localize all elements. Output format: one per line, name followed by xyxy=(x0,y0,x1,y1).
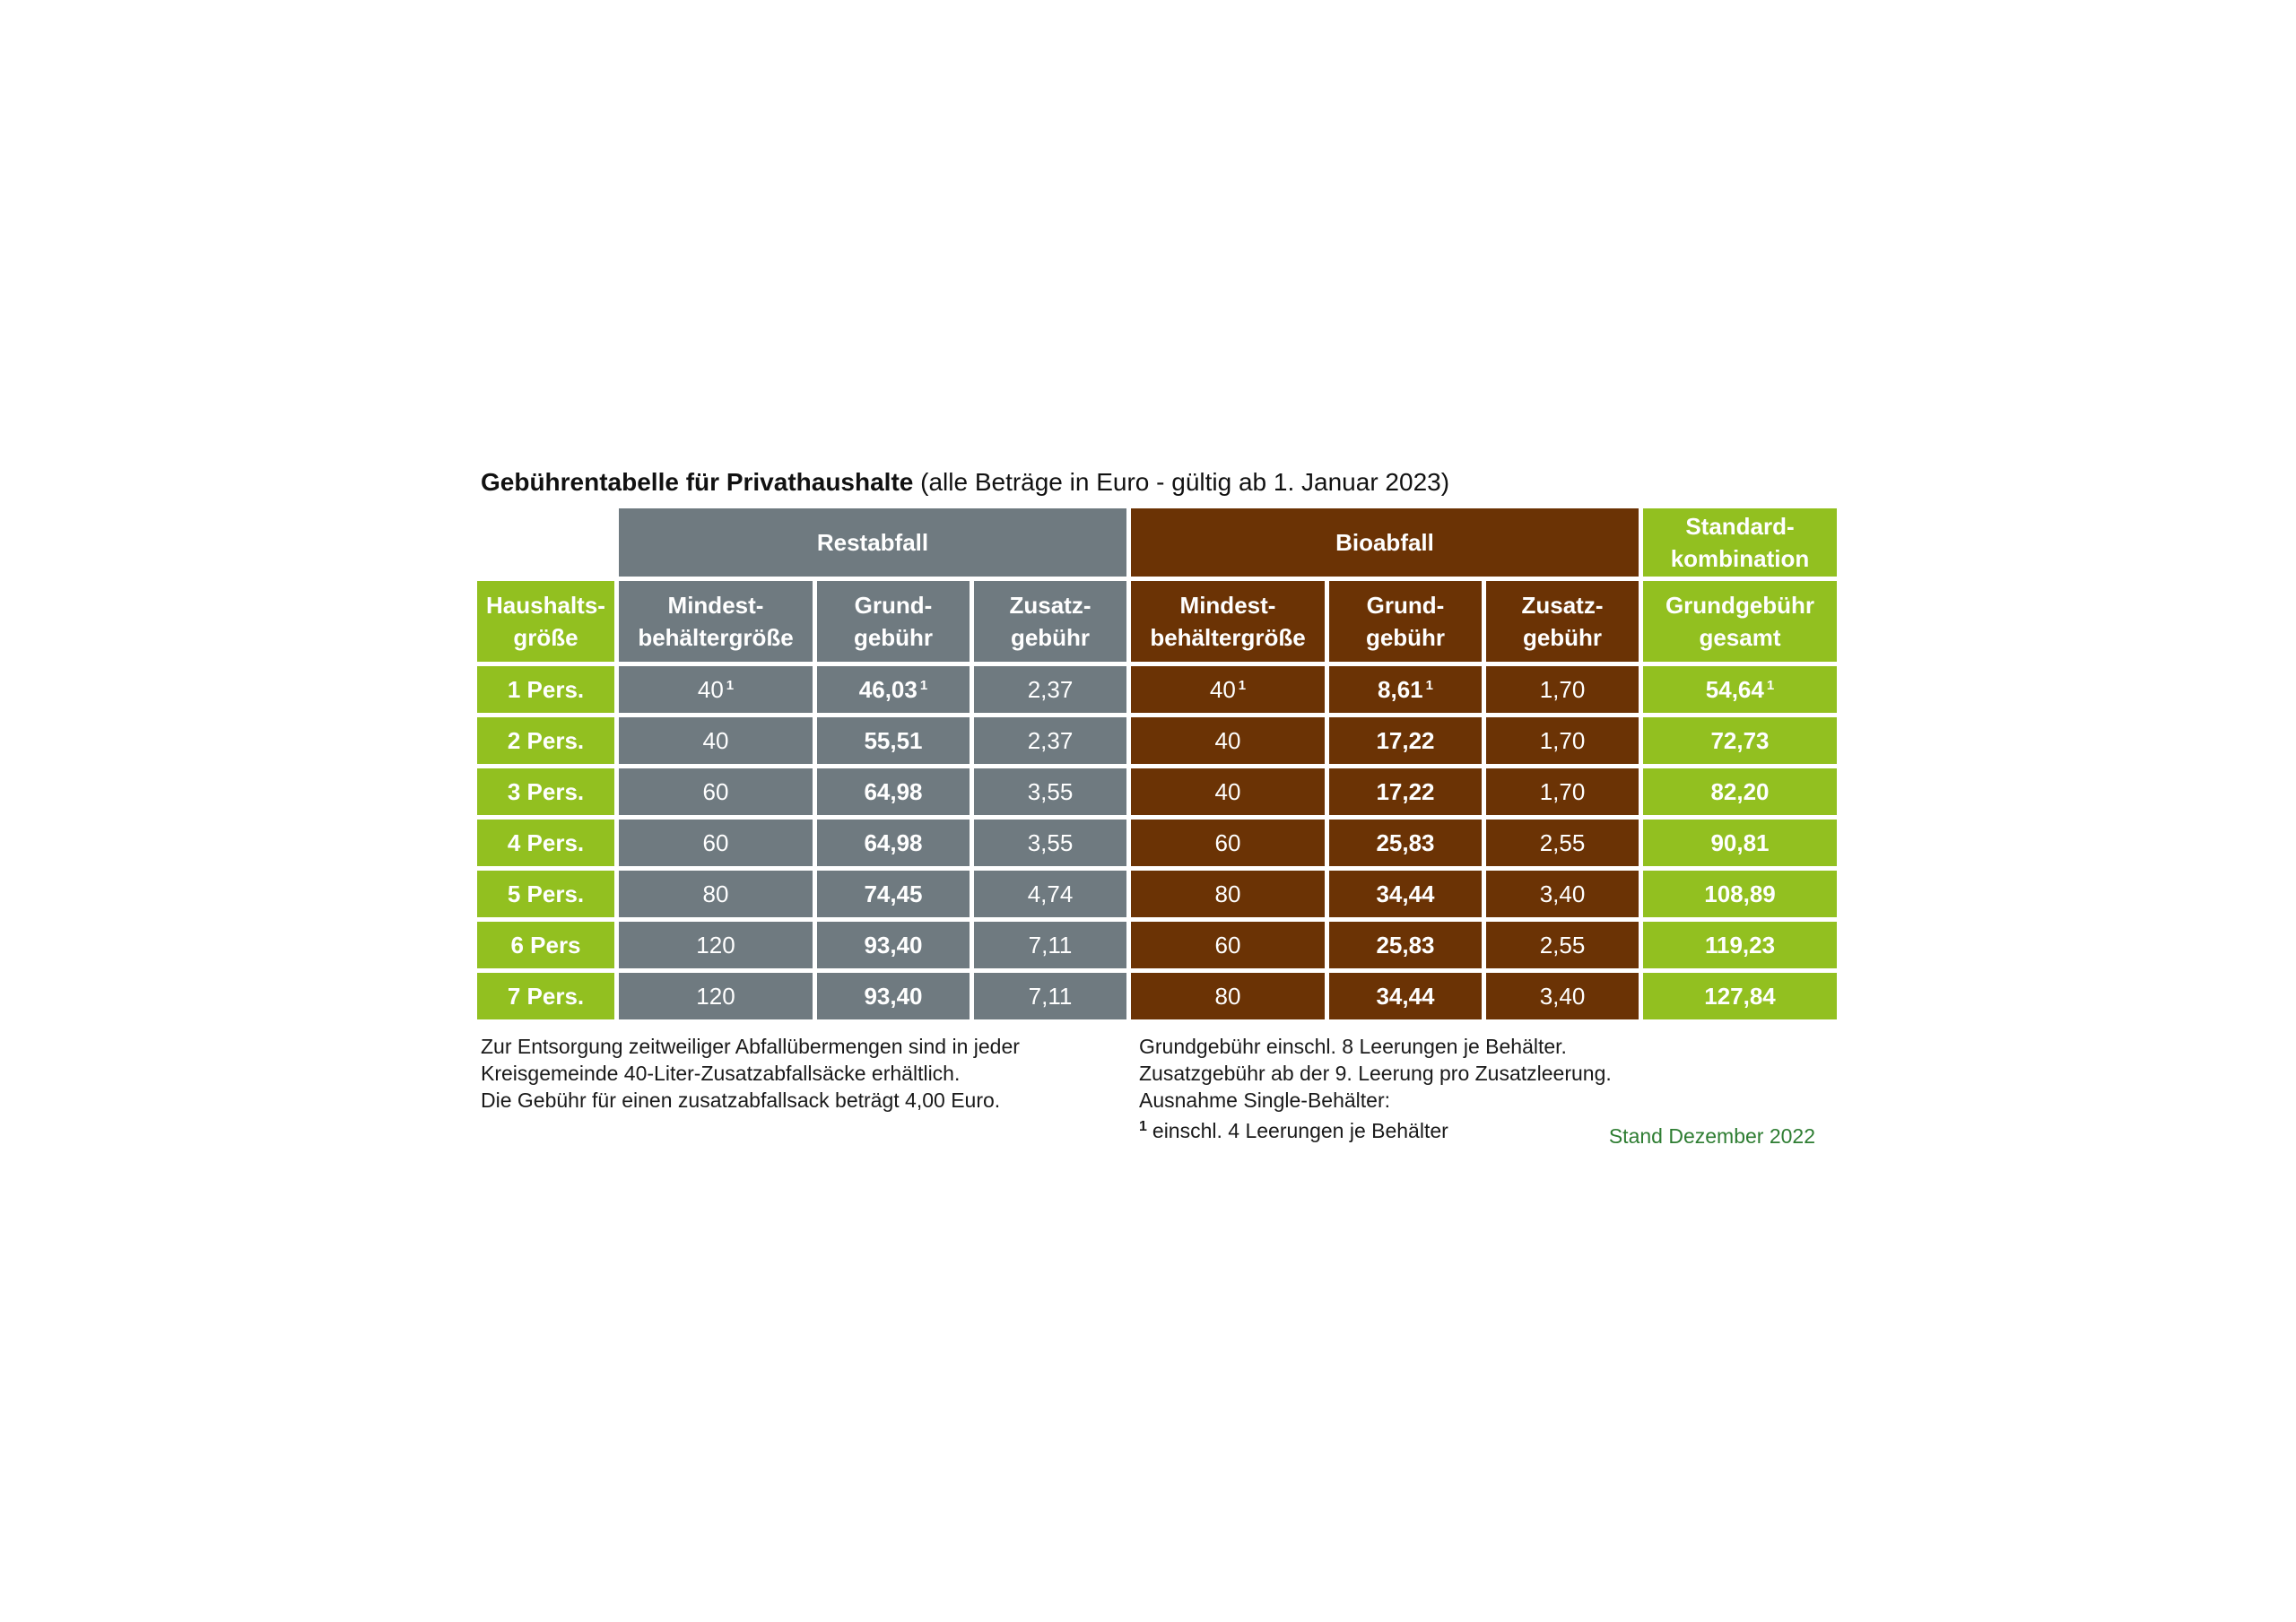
cell-rest-grund xyxy=(817,973,970,1019)
cell-bio-grund-value: 17,22 xyxy=(1376,777,1435,805)
cell-bio-mindest xyxy=(1131,973,1325,1019)
cell-rest-zusatz xyxy=(974,973,1126,1019)
cell-bio-mindest-value: 80 xyxy=(1214,880,1241,907)
cell-bio-zusatz xyxy=(1486,768,1639,815)
cell-bio-zusatz xyxy=(1486,717,1639,764)
title-bold: Gebührentabelle für Privathaushalte xyxy=(481,468,914,496)
col-rest-zusatz xyxy=(974,581,1126,662)
stand-date: Stand Dezember 2022 xyxy=(1608,1124,1815,1148)
col-bio-grund xyxy=(1329,581,1482,662)
footnote-marker: 1 xyxy=(1139,1119,1147,1134)
cell-bio-zusatz xyxy=(1486,871,1639,917)
cell-bio-grund xyxy=(1329,922,1482,968)
cell-bio-mindest-value: 40 xyxy=(1214,726,1241,754)
cell-bio-zusatz-value: 2,55 xyxy=(1539,931,1586,958)
col-gesamt-line2: gesamt xyxy=(1699,624,1781,651)
cell-rest-zusatz xyxy=(974,666,1126,713)
cell-rest-grund xyxy=(817,768,970,815)
table-row xyxy=(477,922,1837,968)
cell-bio-grund-value: 34,44 xyxy=(1376,880,1435,907)
column-header-row xyxy=(477,581,1837,662)
group-standardkombination xyxy=(1643,508,1837,577)
cell-bio-mindest xyxy=(1131,871,1325,917)
cell-rest-mindest-value: 60 xyxy=(702,828,729,856)
cell-grundgebuehr-gesamt xyxy=(1643,768,1837,815)
cell-rest-zusatz-value: 2,37 xyxy=(1027,726,1074,754)
cell-bio-mindest xyxy=(1131,768,1325,815)
col-rest-zusatz-line1: Zusatz- xyxy=(1009,592,1091,619)
cell-rest-mindest-value: 60 xyxy=(702,777,729,805)
table-row xyxy=(477,871,1837,917)
cell-rest-mindest xyxy=(619,871,813,917)
cell-grundgebuehr-gesamt xyxy=(1643,666,1837,713)
cell-rest-mindest xyxy=(619,666,813,713)
notes xyxy=(477,1033,1849,1158)
cell-rest-mindest-value: 40 xyxy=(697,675,724,703)
cell-rest-grund xyxy=(817,871,970,917)
cell-haushaltsgroesse-value: 2 Pers. xyxy=(507,726,585,754)
note-right-line2: Zusatzgebühr ab der 9. Leerung pro Zusatzleerung. xyxy=(1139,1062,1612,1085)
cell-bio-grund-value: 8,61 xyxy=(1378,675,1423,703)
footnote-marker: 1 xyxy=(726,677,735,693)
cell-bio-mindest-value: 40 xyxy=(1209,675,1236,703)
cell-bio-grund-value: 25,83 xyxy=(1376,931,1435,958)
cell-grundgebuehr-gesamt xyxy=(1643,820,1837,866)
col-rest-grund-line2: gebühr xyxy=(853,624,934,651)
cell-haushaltsgroesse-value: 3 Pers. xyxy=(507,777,585,805)
cell-bio-zusatz-value: 1,70 xyxy=(1539,726,1586,754)
cell-bio-mindest xyxy=(1131,666,1325,713)
cell-grundgebuehr-gesamt xyxy=(1643,922,1837,968)
page-title xyxy=(481,461,1849,504)
cell-rest-grund xyxy=(817,717,970,764)
footnote-marker: 1 xyxy=(919,677,928,693)
cell-grundgebuehr-gesamt-value: 119,23 xyxy=(1704,931,1776,958)
cell-rest-mindest-value: 40 xyxy=(702,726,729,754)
cell-bio-grund-value: 17,22 xyxy=(1376,726,1435,754)
cell-rest-mindest xyxy=(619,820,813,866)
table-row xyxy=(477,717,1837,764)
standard-line1: Standard- xyxy=(1685,513,1795,540)
cell-rest-zusatz xyxy=(974,820,1126,866)
cell-bio-grund-value: 34,44 xyxy=(1376,982,1435,1010)
cell-rest-zusatz-value: 7,11 xyxy=(1028,982,1073,1010)
col-bio-mindest-line2: behältergröße xyxy=(1150,624,1306,651)
cell-haushaltsgroesse-value: 7 Pers. xyxy=(507,982,585,1010)
group-header-row xyxy=(477,508,1837,577)
cell-rest-mindest xyxy=(619,973,813,1019)
col-haushalt-line2: größe xyxy=(513,624,578,651)
fee-table xyxy=(473,504,1841,1024)
cell-haushaltsgroesse xyxy=(477,666,614,713)
cell-rest-grund-value: 64,98 xyxy=(864,828,923,856)
cell-haushaltsgroesse-value: 4 Pers. xyxy=(507,828,585,856)
cell-rest-mindest xyxy=(619,922,813,968)
note-right-line1: Grundgebühr einschl. 8 Leerungen je Behälter. xyxy=(1139,1035,1567,1058)
cell-rest-zusatz xyxy=(974,768,1126,815)
col-rest-mindest xyxy=(619,581,813,662)
col-gesamt-line1: Grundgebühr xyxy=(1665,592,1815,619)
cell-bio-zusatz-value: 1,70 xyxy=(1539,777,1586,805)
cell-bio-mindest xyxy=(1131,820,1325,866)
cell-rest-grund xyxy=(817,666,970,713)
note-left-line2: Kreisgemeinde 40-Liter-Zusatzabfallsäcke erhältlich. xyxy=(481,1062,961,1085)
footnote-marker: 1 xyxy=(1425,677,1433,693)
cell-rest-grund-value: 64,98 xyxy=(864,777,923,805)
cell-rest-zusatz-value: 3,55 xyxy=(1027,777,1074,805)
cell-rest-grund-value: 55,51 xyxy=(864,726,923,754)
cell-rest-zusatz xyxy=(974,922,1126,968)
group-bioabfall: Bioabfall xyxy=(1131,508,1639,577)
table-row xyxy=(477,768,1837,815)
col-rest-mindest-line2: behältergröße xyxy=(638,624,794,651)
col-bio-grund-line2: gebühr xyxy=(1365,624,1446,651)
group-restabfall: Restabfall xyxy=(619,508,1126,577)
cell-rest-grund-value: 93,40 xyxy=(864,931,923,958)
col-bio-mindest-line1: Mindest- xyxy=(1179,592,1276,619)
cell-grundgebuehr-gesamt xyxy=(1643,871,1837,917)
cell-rest-mindest xyxy=(619,768,813,815)
cell-haushaltsgroesse-value: 1 Pers. xyxy=(507,675,585,703)
cell-rest-zusatz-value: 2,37 xyxy=(1027,675,1074,703)
cell-bio-grund xyxy=(1329,871,1482,917)
cell-haushaltsgroesse-value: 5 Pers. xyxy=(507,880,585,907)
cell-bio-grund xyxy=(1329,973,1482,1019)
cell-bio-zusatz-value: 2,55 xyxy=(1539,828,1586,856)
note-left-line1: Zur Entsorgung zeitweiliger Abfallübermengen sind in jeder xyxy=(481,1035,1020,1058)
cell-grundgebuehr-gesamt-value: 72,73 xyxy=(1710,726,1770,754)
cell-haushaltsgroesse xyxy=(477,768,614,815)
cell-rest-zusatz xyxy=(974,717,1126,764)
col-bio-grund-line1: Grund- xyxy=(1366,592,1445,619)
cell-rest-grund xyxy=(817,820,970,866)
cell-bio-mindest xyxy=(1131,717,1325,764)
cell-bio-grund-value: 25,83 xyxy=(1376,828,1435,856)
fee-document xyxy=(477,461,1849,1158)
cell-grundgebuehr-gesamt xyxy=(1643,717,1837,764)
cell-haushaltsgroesse-value: 6 Pers xyxy=(510,931,581,958)
footnote-marker: 1 xyxy=(1238,677,1247,693)
table-row xyxy=(477,820,1837,866)
cell-haushaltsgroesse xyxy=(477,973,614,1019)
table-row xyxy=(477,666,1837,713)
cell-rest-mindest-value: 120 xyxy=(696,931,735,958)
col-bio-zusatz xyxy=(1486,581,1639,662)
col-bio-mindest xyxy=(1131,581,1325,662)
col-rest-zusatz-line2: gebühr xyxy=(1010,624,1091,651)
cell-bio-grund xyxy=(1329,666,1482,713)
note-right-line3: Ausnahme Single-Behälter: xyxy=(1139,1089,1390,1112)
cell-bio-mindest-value: 40 xyxy=(1214,777,1241,805)
footnote-text: einschl. 4 Leerungen je Behälter xyxy=(1152,1119,1448,1142)
cell-haushaltsgroesse xyxy=(477,820,614,866)
col-bio-zusatz-line1: Zusatz- xyxy=(1521,592,1604,619)
col-rest-grund xyxy=(817,581,970,662)
cell-bio-zusatz xyxy=(1486,973,1639,1019)
cell-bio-zusatz xyxy=(1486,922,1639,968)
notes-left xyxy=(481,1033,1109,1114)
cell-rest-grund-value: 93,40 xyxy=(864,982,923,1010)
cell-grundgebuehr-gesamt-value: 90,81 xyxy=(1710,828,1770,856)
cell-grundgebuehr-gesamt-value: 54,64 xyxy=(1705,675,1764,703)
cell-rest-grund-value: 74,45 xyxy=(864,880,923,907)
cell-bio-mindest xyxy=(1131,922,1325,968)
note-left-line3: Die Gebühr für einen zusatzabfallsack beträgt 4,00 Euro. xyxy=(481,1089,1001,1112)
cell-rest-zusatz-value: 4,74 xyxy=(1027,880,1074,907)
cell-bio-mindest-value: 60 xyxy=(1214,931,1241,958)
cell-rest-zusatz-value: 3,55 xyxy=(1027,828,1074,856)
cell-rest-zusatz-value: 7,11 xyxy=(1028,931,1073,958)
cell-rest-grund xyxy=(817,922,970,968)
cell-grundgebuehr-gesamt-value: 127,84 xyxy=(1704,982,1776,1010)
cell-bio-grund xyxy=(1329,768,1482,815)
col-haushaltsgroesse xyxy=(477,581,614,662)
corner-cell xyxy=(477,508,614,577)
cell-haushaltsgroesse xyxy=(477,922,614,968)
cell-grundgebuehr-gesamt xyxy=(1643,973,1837,1019)
cell-bio-zusatz-value: 1,70 xyxy=(1539,675,1586,703)
cell-bio-grund xyxy=(1329,717,1482,764)
cell-bio-zusatz-value: 3,40 xyxy=(1539,982,1586,1010)
cell-rest-grund-value: 46,03 xyxy=(858,675,918,703)
cell-haushaltsgroesse xyxy=(477,871,614,917)
cell-rest-mindest xyxy=(619,717,813,764)
footnote-marker: 1 xyxy=(1766,677,1775,693)
col-rest-mindest-line1: Mindest- xyxy=(667,592,764,619)
cell-bio-mindest-value: 80 xyxy=(1214,982,1241,1010)
cell-rest-mindest-value: 120 xyxy=(696,982,735,1010)
cell-bio-zusatz xyxy=(1486,666,1639,713)
standard-line2: kombination xyxy=(1670,545,1810,572)
cell-bio-zusatz-value: 3,40 xyxy=(1539,880,1586,907)
cell-bio-mindest-value: 60 xyxy=(1214,828,1241,856)
col-rest-grund-line1: Grund- xyxy=(854,592,933,619)
cell-bio-zusatz xyxy=(1486,820,1639,866)
title-rest: (alle Beträge in Euro - gültig ab 1. Januar 2023) xyxy=(920,468,1450,496)
cell-bio-grund xyxy=(1329,820,1482,866)
cell-grundgebuehr-gesamt-value: 108,89 xyxy=(1704,880,1776,907)
cell-rest-zusatz xyxy=(974,871,1126,917)
col-grundgebuehr-gesamt xyxy=(1643,581,1837,662)
cell-haushaltsgroesse xyxy=(477,717,614,764)
col-haushalt-line1: Haushalts- xyxy=(486,592,605,619)
col-bio-zusatz-line2: gebühr xyxy=(1522,624,1603,651)
cell-grundgebuehr-gesamt-value: 82,20 xyxy=(1710,777,1770,805)
cell-rest-mindest-value: 80 xyxy=(702,880,729,907)
table-row xyxy=(477,973,1837,1019)
